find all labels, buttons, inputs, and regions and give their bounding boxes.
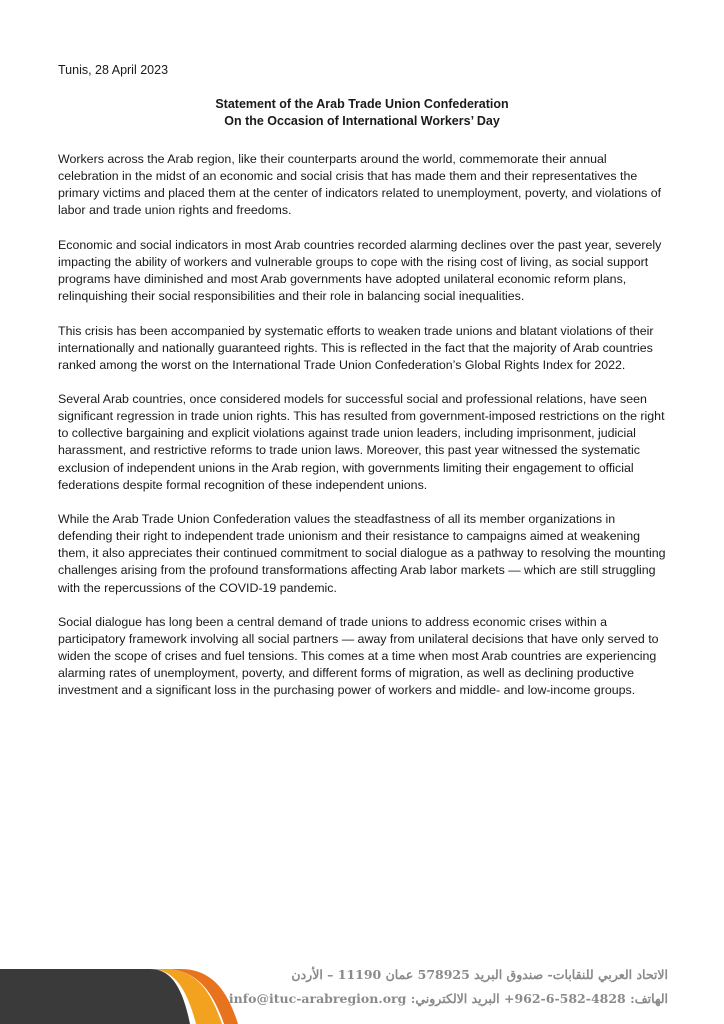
title-line-1: Statement of the Arab Trade Union Confederation bbox=[215, 97, 509, 111]
footer-contact: الهاتف: 4828-582-6-962+ البريد الالكتروني: info@ituc-arabregion.org bbox=[228, 991, 668, 1006]
paragraph-4: Several Arab countries, once considered models for successful social and professional relations, have seen significant regression in trade union rights. This has resulted from government-imposed restrictions on the right to collective bargaining and explicit violations against trade union leaders, including imprisonment, judicial harassment, and restrictive reforms to trade union laws. Moreover, this past year witnessed the systematic exclusion of independent unions in the Arab region, with governments limiting their engagement to official federations despite formal recognition of these independent unions. bbox=[58, 392, 665, 492]
paragraph-3: This crisis has been accompanied by systematic efforts to weaken trade unions and blatant violations of their internationally and nationally guaranteed rights. This is reflected in the fact that the majority of Arab countries ranked among the worst on the International Trade Union Confederation’s Global Rights Index for 2022. bbox=[58, 323, 654, 372]
letterhead-footer bbox=[0, 955, 724, 1024]
footer-address: الاتحاد العربي للنقابات- صندوق البريد 578925 عمان 11190 – الأردن bbox=[291, 967, 668, 982]
paragraph-6: Social dialogue has long been a central demand of trade unions to address economic crises within a participatory framework involving all social partners — away from unilateral decisions that have only served to widen the scope of crises and fuel tensions. This comes at a time when most Arab countries are experiencing alarming rates of unemployment, poverty, and different forms of migration, as well as declining productive investment and a significant loss in the purchasing power of workers and middle- and low-income groups. bbox=[58, 615, 659, 698]
paragraph-2: Economic and social indicators in most Arab countries recorded alarming declines over the past year, severely impacting the ability of workers and vulnerable groups to cope with the rising cost of living, as social support programs have diminished and most Arab governments have adopted unilateral economic reform plans, relinquishing their social responsibilities and their role in balancing social inequalities. bbox=[58, 237, 662, 304]
title-line-2: On the Occasion of International Workers’ Day bbox=[224, 114, 500, 128]
dark-band bbox=[0, 969, 190, 1024]
paragraph-5: While the Arab Trade Union Confederation values the steadfastness of all its member organizations in defending their right to independent trade unionism and their resistance to campaigns aimed at weakening them, it also appreciates their continued commitment to social dialogue as a pathway to resolving the mounting challenges arising from the profound transformations affecting Arab labor markets — which are still struggling with the repercussions of the COVID-19 pandemic. bbox=[58, 512, 666, 595]
statement-title bbox=[58, 96, 666, 130]
paragraph-1: Workers across the Arab region, like their counterparts around the world, commemorate their annual celebration in the midst of an economic and social crisis that has made them and their representatives the primary victims and placed them at the center of indicators related to unemployment, poverty, and violations of labor and trade union rights and freedoms. bbox=[58, 152, 662, 218]
footer-swoosh-graphic bbox=[0, 955, 240, 1024]
date-line: Tunis, 28 April 2023 bbox=[58, 63, 169, 77]
statement-body bbox=[58, 151, 670, 717]
